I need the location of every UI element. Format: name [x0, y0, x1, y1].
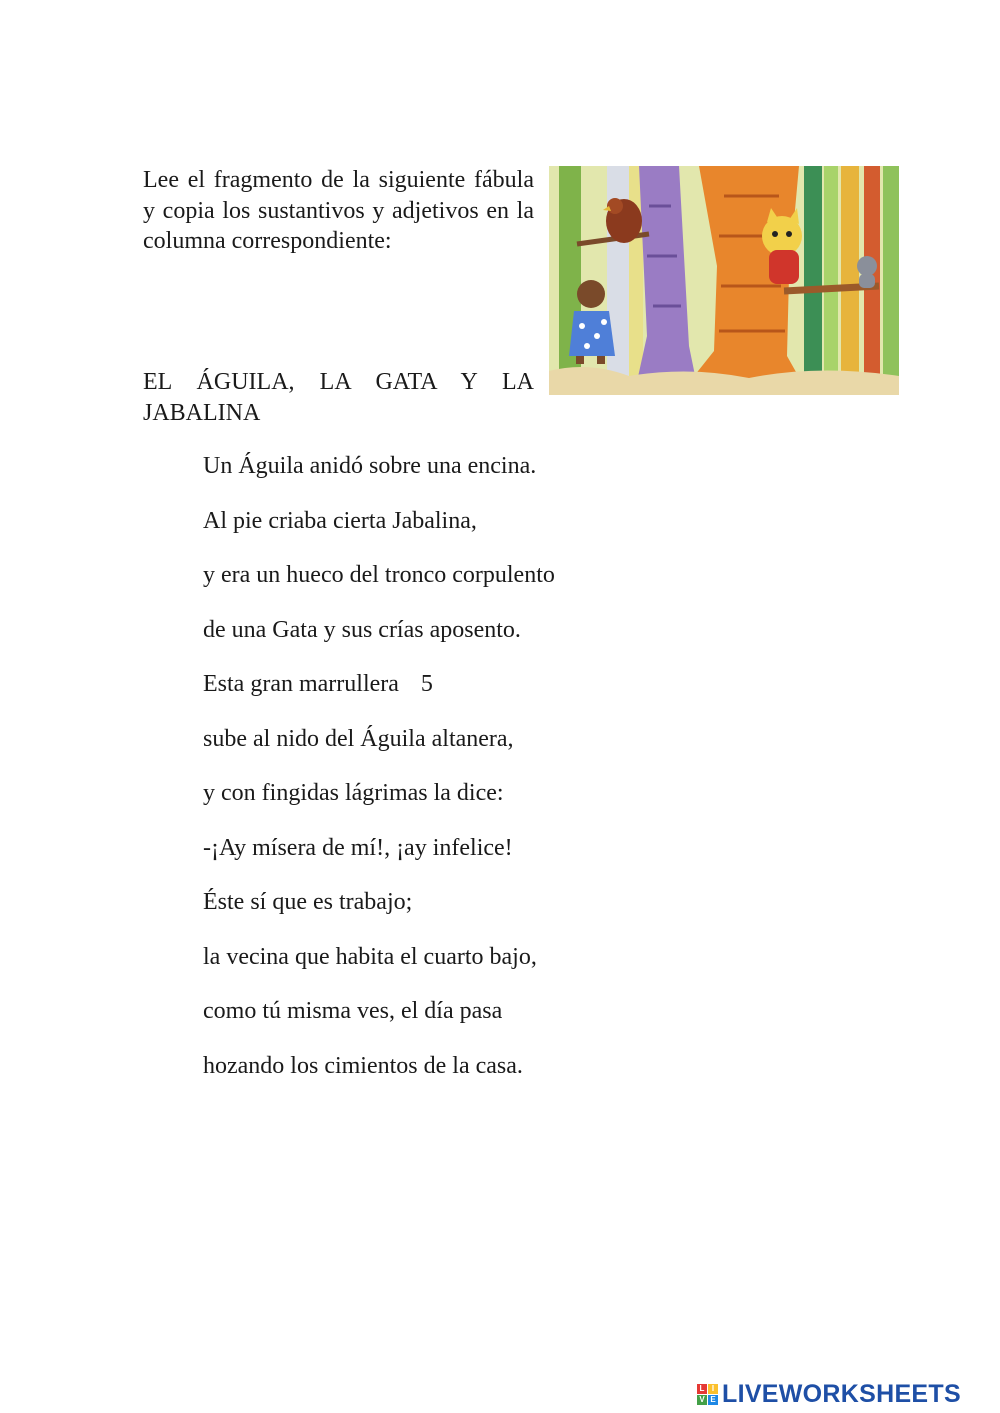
- fable-illustration: [549, 166, 899, 395]
- logo-letter: L: [697, 1384, 707, 1394]
- logo-mark-icon: [697, 1384, 718, 1405]
- brand-name: LIVEWORKSHEETS: [722, 1379, 961, 1408]
- liveworksheets-logo[interactable]: [697, 1377, 961, 1411]
- poem-line: la vecina que habita el cuarto bajo,: [203, 943, 537, 970]
- poem-line: de una Gata y sus crías aposento.: [203, 616, 521, 643]
- poem-line: Esta gran marrullera 5: [203, 671, 433, 697]
- poem-line: -¡Ay mísera de mí!, ¡ay infelice!: [203, 834, 513, 861]
- line-number: 5: [420, 671, 433, 697]
- poem-line: y era un hueco del tronco corpulento: [203, 562, 555, 588]
- poem-line: como tú misma ves, el día pasa: [203, 998, 503, 1024]
- poem-line: y con fingidas lágrimas la dice:: [203, 780, 504, 806]
- poem: [203, 450, 803, 1104]
- instructions-text: Lee el fragmento de la siguiente fábula y copia los sustantivos y adjetivos en la columna correspondiente:: [143, 167, 534, 254]
- logo-letter: E: [708, 1395, 718, 1405]
- poem-line: sube al nido del Águila altanera,: [203, 725, 514, 752]
- logo-letter: V: [697, 1395, 707, 1405]
- fable-title: EL ÁGUILA, LA GATA Y LA JABALINA: [143, 369, 534, 426]
- poem-line: Al pie criaba cierta Jabalina,: [203, 507, 477, 534]
- poem-line: hozando los cimientos de la casa.: [203, 1052, 523, 1079]
- logo-letter: I: [708, 1384, 718, 1394]
- poem-line: Éste sí que es trabajo;: [203, 889, 413, 915]
- poem-line: Un Águila anidó sobre una encina.: [203, 453, 537, 479]
